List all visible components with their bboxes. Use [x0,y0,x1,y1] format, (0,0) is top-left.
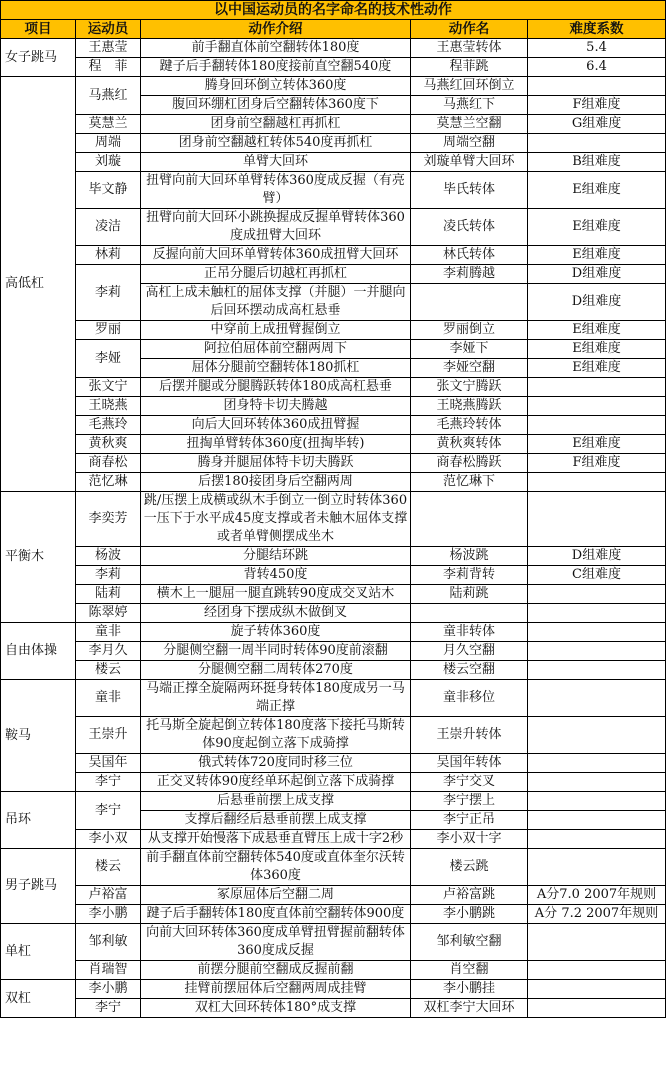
header-move-name: 动作名 [411,20,528,39]
description-cell: 扭掏单臂转体360度(扭掏毕转) [141,435,411,454]
difficulty-cell [528,924,666,961]
table-row [1,416,666,435]
athlete-cell: 林莉 [76,246,141,265]
description-cell: 后摆并腿或分腿腾跃转体180成高杠悬垂 [141,378,411,397]
description-cell: 腾身并腿屈体特卡切夫腾跃 [141,454,411,473]
table-row [1,980,666,999]
difficulty-cell: E组难度 [528,172,666,209]
move-name-cell: 莫慧兰空翻 [411,115,528,134]
table-row [1,680,666,717]
table-row [1,604,666,623]
table-row [1,905,666,924]
athlete-cell: 童非 [76,623,141,642]
difficulty-cell [528,980,666,999]
table-row [1,999,666,1018]
description-cell: 前手翻直体前空翻转体180度 [141,39,411,58]
description-cell: 双杠大回环转体180°成支撑 [141,999,411,1018]
table-row [1,566,666,585]
table-row [1,378,666,397]
athlete-cell: 黄秋爽 [76,435,141,454]
event-cell: 女子跳马 [1,39,76,77]
difficulty-cell [528,680,666,717]
description-cell: 扭臂向前大回环小跳换握成反握单臂转体360度成扭臂大回环 [141,209,411,246]
event-cell: 鞍马 [1,680,76,792]
athlete-cell: 邹利敏 [76,924,141,961]
move-name-cell: 双杠李宁大回环 [411,999,528,1018]
table-row [1,886,666,905]
move-name-cell: 楼云跳 [411,849,528,886]
move-name-cell [411,284,528,321]
move-name-cell: 林氏转体 [411,246,528,265]
move-name-cell: 马燕红下 [411,96,528,115]
description-cell: 中穿前上成扭臂握倒立 [141,321,411,340]
description-cell: 正交叉转体90度经单环起倒立落下成骑撑 [141,773,411,792]
table-title-row [1,1,666,20]
description-cell: 前手翻直体前空翻转体540度或直体奎尔沃转体360度 [141,849,411,886]
athlete-cell: 商春松 [76,454,141,473]
move-name-cell: 杨波跳 [411,547,528,566]
athlete-cell: 毕文静 [76,172,141,209]
description-cell: 背转450度 [141,566,411,585]
table-row [1,340,666,359]
difficulty-cell [528,773,666,792]
athlete-cell: 肖瑞智 [76,961,141,980]
athlete-cell: 毛燕玲 [76,416,141,435]
move-name-cell: 李莉背转 [411,566,528,585]
move-name-cell: 楼云空翻 [411,661,528,680]
table-body [1,39,666,1018]
header-athlete: 运动员 [76,20,141,39]
table-row [1,492,666,547]
athlete-cell: 李小鹏 [76,980,141,999]
athlete-cell: 吴国年 [76,754,141,773]
description-cell: 跳/压摆上成横或纵木手倒立一倒立时转体360一压下于水平成45度支撑或者未触木屈体支撑或者单臂侧摆成坐木 [141,492,411,547]
table-row [1,77,666,96]
difficulty-cell [528,961,666,980]
move-name-cell: 王崇升转体 [411,717,528,754]
description-cell: 前摆分腿前空翻成反握前翻 [141,961,411,980]
difficulty-cell: E组难度 [528,435,666,454]
athlete-cell: 张文宁 [76,378,141,397]
difficulty-cell: E组难度 [528,359,666,378]
table-row [1,623,666,642]
athlete-cell: 刘璇 [76,153,141,172]
table-row [1,661,666,680]
move-name-cell: 肖空翻 [411,961,528,980]
move-name-cell: 李宁摆上 [411,792,528,811]
difficulty-cell: D组难度 [528,265,666,284]
move-name-cell: 罗丽倒立 [411,321,528,340]
header-description: 动作介绍 [141,20,411,39]
table-row [1,642,666,661]
difficulty-cell [528,492,666,547]
move-name-cell: 卢裕富跳 [411,886,528,905]
description-cell: 腹回环绷杠团身后空翻转体360度下 [141,96,411,115]
table-row [1,754,666,773]
description-cell: 腾身回环倒立转体360度 [141,77,411,96]
description-cell: 团身前空翻越杠转体540度再抓杠 [141,134,411,153]
move-name-cell: 李小鹏跳 [411,905,528,924]
description-cell: 分腿侧空翻二周转体270度 [141,661,411,680]
athlete-cell: 卢裕富 [76,886,141,905]
description-cell: 高杠上成未触杠的屈体支撑（并腿）一并腿向后回环摆动成高杠悬垂 [141,284,411,321]
table-row [1,830,666,849]
description-cell: 正吊分腿后切越杠再抓杠 [141,265,411,284]
athlete-cell: 范忆琳 [76,473,141,492]
description-cell: 托马斯全旋起倒立转体180度落下接托马斯转体90度起倒立落下成骑撑 [141,717,411,754]
move-name-cell: 张文宁腾跃 [411,378,528,397]
athlete-cell: 李宁 [76,773,141,792]
athlete-cell: 马燕红 [76,77,141,115]
event-cell: 双杠 [1,980,76,1018]
difficulty-cell [528,416,666,435]
difficulty-cell [528,717,666,754]
table-row [1,454,666,473]
table-row [1,961,666,980]
athlete-cell: 李小鹏 [76,905,141,924]
difficulty-cell [528,585,666,604]
table-row [1,473,666,492]
description-cell: 马端正撑全旋隔两环挺身转体180度成另一马端正撑 [141,680,411,717]
athlete-cell: 李月久 [76,642,141,661]
table-row [1,265,666,284]
header-event: 项目 [1,20,76,39]
move-name-cell: 李小鹏挂 [411,980,528,999]
move-name-cell: 王惠莹转体 [411,39,528,58]
table-row [1,435,666,454]
event-cell: 高低杠 [1,77,76,492]
description-cell: 冢原屈体后空翻二周 [141,886,411,905]
athlete-cell: 陈翠婷 [76,604,141,623]
difficulty-cell [528,77,666,96]
move-name-cell: 毛燕玲转体 [411,416,528,435]
table-row [1,547,666,566]
table-row [1,397,666,416]
difficulty-cell: D组难度 [528,547,666,566]
athlete-cell: 罗丽 [76,321,141,340]
move-name-cell: 范忆琳下 [411,473,528,492]
athlete-cell: 王惠莹 [76,39,141,58]
table-row [1,792,666,811]
table-row [1,39,666,58]
move-name-cell: 凌氏转体 [411,209,528,246]
event-cell: 单杠 [1,924,76,980]
description-cell: 经团身下摆成纵木做倒叉 [141,604,411,623]
athlete-cell: 凌洁 [76,209,141,246]
move-name-cell: 周端空翻 [411,134,528,153]
description-cell: 挂臂前摆屈体后空翻两周成挂臂 [141,980,411,999]
event-cell: 自由体操 [1,623,76,680]
athlete-cell: 李奕芳 [76,492,141,547]
athlete-cell: 陆莉 [76,585,141,604]
description-cell: 横木上一腿屈一腿直跳转90度成交叉站木 [141,585,411,604]
description-cell: 单臂大回环 [141,153,411,172]
description-cell: 分腿结环跳 [141,547,411,566]
difficulty-cell: F组难度 [528,454,666,473]
difficulty-cell [528,134,666,153]
difficulty-cell: B组难度 [528,153,666,172]
difficulty-cell: E组难度 [528,246,666,265]
difficulty-cell: G组难度 [528,115,666,134]
athlete-cell: 杨波 [76,547,141,566]
table-row [1,924,666,961]
table-row [1,153,666,172]
table-row [1,246,666,265]
description-cell: 俄式转体720度同时移三位 [141,754,411,773]
table-row [1,115,666,134]
move-name-cell: 李宁交叉 [411,773,528,792]
athlete-cell: 楼云 [76,849,141,886]
move-name-cell: 王晓燕腾跃 [411,397,528,416]
athlete-cell: 王晓燕 [76,397,141,416]
athlete-cell: 童非 [76,680,141,717]
athlete-cell: 程 菲 [76,58,141,77]
difficulty-cell [528,849,666,886]
difficulty-cell [528,604,666,623]
difficulty-cell: E组难度 [528,209,666,246]
difficulty-cell: C组难度 [528,566,666,585]
athlete-cell: 李宁 [76,792,141,830]
description-cell: 扭臂向前大回环单臂转体360度成反握（有亮臂） [141,172,411,209]
table-row [1,321,666,340]
difficulty-cell: E组难度 [528,321,666,340]
event-cell: 平衡木 [1,492,76,623]
move-name-cell: 李莉腾越 [411,265,528,284]
move-name-cell [411,604,528,623]
move-name-cell: 马燕红回环倒立 [411,77,528,96]
athlete-cell: 楼云 [76,661,141,680]
difficulty-cell [528,397,666,416]
difficulty-cell [528,473,666,492]
difficulty-cell [528,642,666,661]
athlete-cell: 李娅 [76,340,141,378]
athlete-cell: 莫慧兰 [76,115,141,134]
move-name-cell [411,492,528,547]
move-name-cell: 吴国年转体 [411,754,528,773]
move-name-cell: 邹利敏空翻 [411,924,528,961]
table-row [1,585,666,604]
difficulty-cell [528,623,666,642]
difficulty-cell [528,999,666,1018]
header-difficulty: 难度系数 [528,20,666,39]
difficulty-cell: 5.4 [528,39,666,58]
description-cell: 后悬垂前摆上成支撑 [141,792,411,811]
description-cell: 踺子后手翻转体180度接前直空翻540度 [141,58,411,77]
athlete-cell: 周端 [76,134,141,153]
athlete-cell: 李莉 [76,566,141,585]
table-row [1,717,666,754]
move-name-cell: 毕氏转体 [411,172,528,209]
difficulty-cell: A分 7.2 2007年规则 [528,905,666,924]
difficulty-cell: 6.4 [528,58,666,77]
move-name-cell: 陆莉跳 [411,585,528,604]
athlete-cell: 李莉 [76,265,141,321]
description-cell: 团身特卡切夫腾越 [141,397,411,416]
table-row [1,209,666,246]
difficulty-cell [528,378,666,397]
table-row [1,58,666,77]
move-name-cell: 黄秋爽转体 [411,435,528,454]
description-cell: 团身前空翻越杠再抓杠 [141,115,411,134]
difficulty-cell [528,754,666,773]
difficulty-cell: A分7.0 2007年规则 [528,886,666,905]
table-row [1,849,666,886]
difficulty-cell: F组难度 [528,96,666,115]
athlete-cell: 李宁 [76,999,141,1018]
move-name-cell: 月久空翻 [411,642,528,661]
move-name-cell: 商春松腾跃 [411,454,528,473]
move-name-cell: 童非转体 [411,623,528,642]
description-cell: 屈体分腿前空翻转体180抓杠 [141,359,411,378]
difficulty-cell [528,661,666,680]
table-title: 以中国运动员的名字命名的技术性动作 [1,1,666,20]
description-cell: 分腿侧空翻一周半同时转体90度前滚翻 [141,642,411,661]
header-row [1,20,666,39]
difficulty-cell: E组难度 [528,340,666,359]
move-name-cell: 李宁正吊 [411,811,528,830]
description-cell: 阿拉伯屈体前空翻两周下 [141,340,411,359]
description-cell: 从支撑开始慢落下成悬垂直臂压上成十字2秒 [141,830,411,849]
event-cell: 吊环 [1,792,76,849]
description-cell: 踺子后手翻转体180度直体前空翻转体900度 [141,905,411,924]
description-cell: 向后大回环转体360成扭臂握 [141,416,411,435]
difficulty-cell [528,830,666,849]
athlete-cell: 王崇升 [76,717,141,754]
table-row [1,773,666,792]
move-name-cell: 程菲跳 [411,58,528,77]
description-cell: 后摆180接团身后空翻两周 [141,473,411,492]
move-name-cell: 刘璇单臂大回环 [411,153,528,172]
difficulty-cell [528,792,666,811]
athlete-cell: 李小双 [76,830,141,849]
table-row [1,134,666,153]
difficulty-cell: D组难度 [528,284,666,321]
description-cell: 反握向前大回环单臂转体360成扭臂大回环 [141,246,411,265]
event-cell: 男子跳马 [1,849,76,924]
move-name-cell: 李小双十字 [411,830,528,849]
move-name-cell: 童非移位 [411,680,528,717]
description-cell: 旋子转体360度 [141,623,411,642]
move-name-cell: 李娅下 [411,340,528,359]
description-cell: 向前大回环转体360度成单臂扭臂握前翻转体360度成反握 [141,924,411,961]
description-cell: 支撑后翻经后悬垂前摆上成支撑 [141,811,411,830]
table-row [1,172,666,209]
difficulty-cell [528,811,666,830]
move-name-cell: 李娅空翻 [411,359,528,378]
